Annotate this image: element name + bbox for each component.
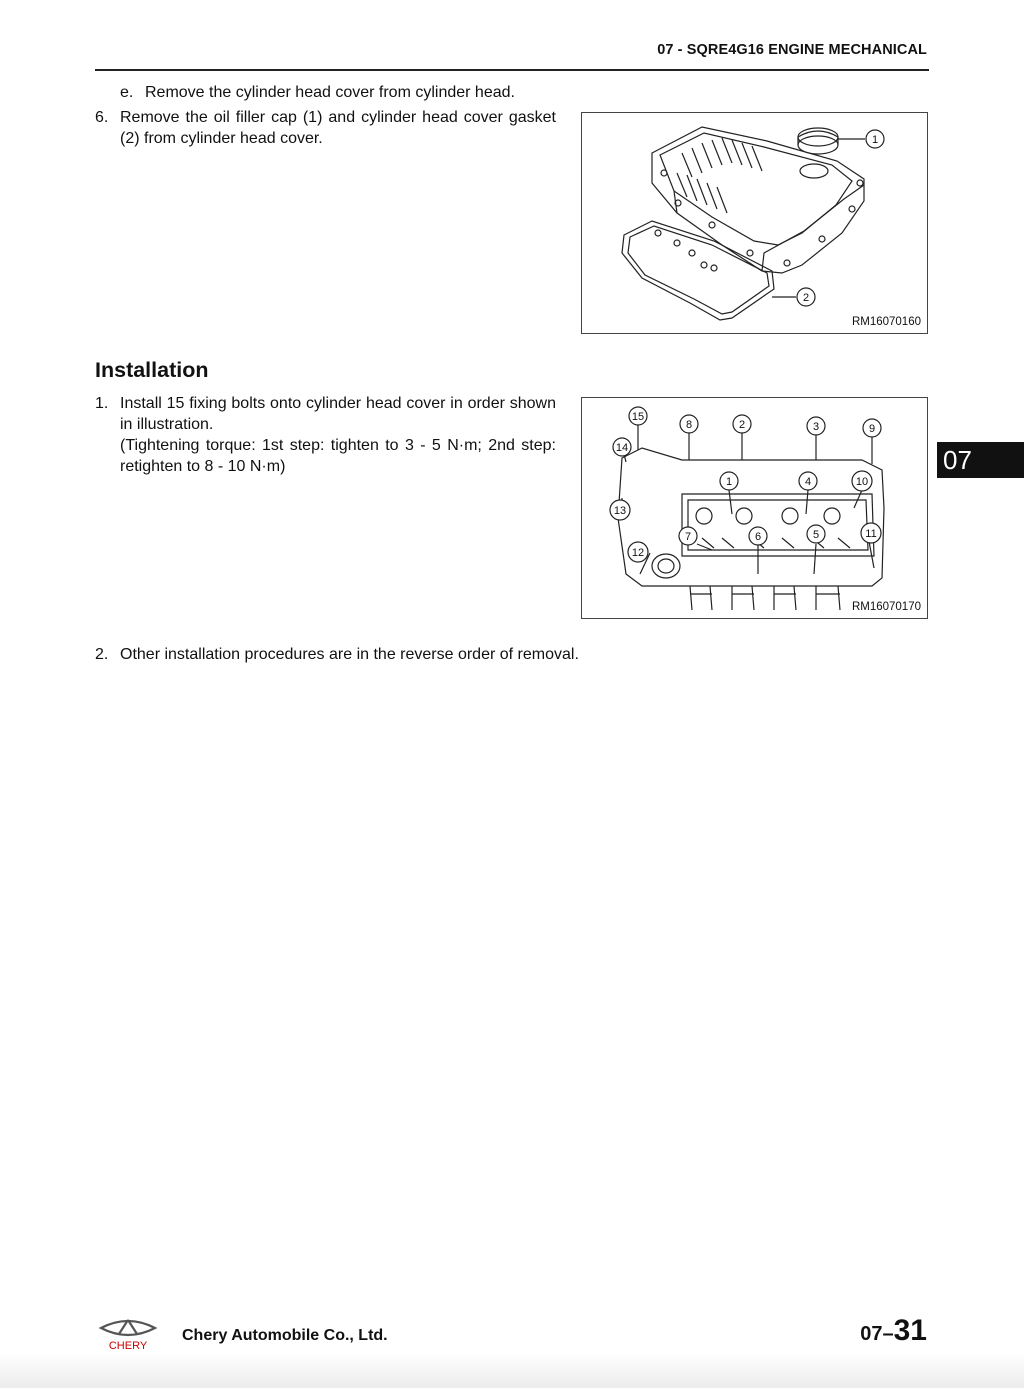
callout-1: 1 — [725, 476, 733, 488]
step-e-number: e. — [120, 84, 134, 101]
callout-5: 5 — [812, 529, 820, 541]
install-step-1 — [95, 393, 556, 477]
callout-7: 7 — [684, 531, 692, 543]
cylinder-head-cover-illustration — [582, 113, 927, 333]
install-step-1-number: 1. — [95, 395, 109, 412]
header-rule — [95, 69, 929, 71]
callout-1: 1 — [871, 134, 879, 146]
install-step-2-text: Other installation procedures are in the reverse order of removal. — [120, 646, 579, 663]
chery-logo — [97, 1316, 159, 1357]
section-heading: Installation — [95, 358, 209, 382]
figure-bolt-order — [581, 397, 928, 619]
install-step-1-text: Install 15 fixing bolts onto cylinder head cover in order shown in illustration. — [120, 395, 556, 433]
figure-code: RM16070170 — [851, 601, 921, 613]
page-number — [860, 1314, 927, 1348]
callout-3: 3 — [812, 421, 820, 433]
callout-9: 9 — [868, 423, 876, 435]
running-header: 07 - SQRE4G16 ENGINE MECHANICAL — [657, 42, 927, 58]
company-name: Chery Automobile Co., Ltd. — [182, 1327, 388, 1344]
callout-6: 6 — [754, 531, 762, 543]
page-prefix: 07– — [860, 1323, 894, 1345]
callout-4: 4 — [804, 476, 812, 488]
install-step-2 — [95, 644, 695, 665]
callout-13: 13 — [613, 505, 627, 517]
step-e-text: Remove the cylinder head cover from cylinder head. — [145, 84, 515, 101]
callout-12: 12 — [631, 547, 645, 559]
callout-10: 10 — [855, 476, 869, 488]
callout-15: 15 — [631, 411, 645, 423]
step-6-text: Remove the oil filler cap (1) and cylinder head cover gasket (2) from cylinder head cover. — [120, 109, 556, 147]
figure-cover-removal — [581, 112, 928, 334]
step-6-number: 6. — [95, 109, 109, 126]
callout-2: 2 — [738, 419, 746, 431]
callout-14: 14 — [615, 442, 629, 454]
callout-11: 11 — [865, 528, 877, 540]
bolt-tightening-order-illustration — [582, 398, 927, 618]
page-bottom-shade — [0, 1352, 1024, 1388]
install-step-2-number: 2. — [95, 646, 109, 663]
callout-2: 2 — [802, 292, 810, 304]
step-e — [120, 82, 560, 103]
figure-code: RM16070160 — [851, 316, 921, 328]
logo-text: CHERY — [108, 1340, 148, 1352]
callout-8: 8 — [685, 419, 693, 431]
step-6 — [95, 107, 556, 149]
page-number-value: 31 — [893, 1314, 927, 1347]
chapter-tab: 07 — [937, 442, 1024, 478]
install-step-1-torque: (Tightening torque: 1st step: tighten to 3 - 5 N·m; 2nd step: retighten to 8 - 10 N·m) — [120, 437, 556, 475]
